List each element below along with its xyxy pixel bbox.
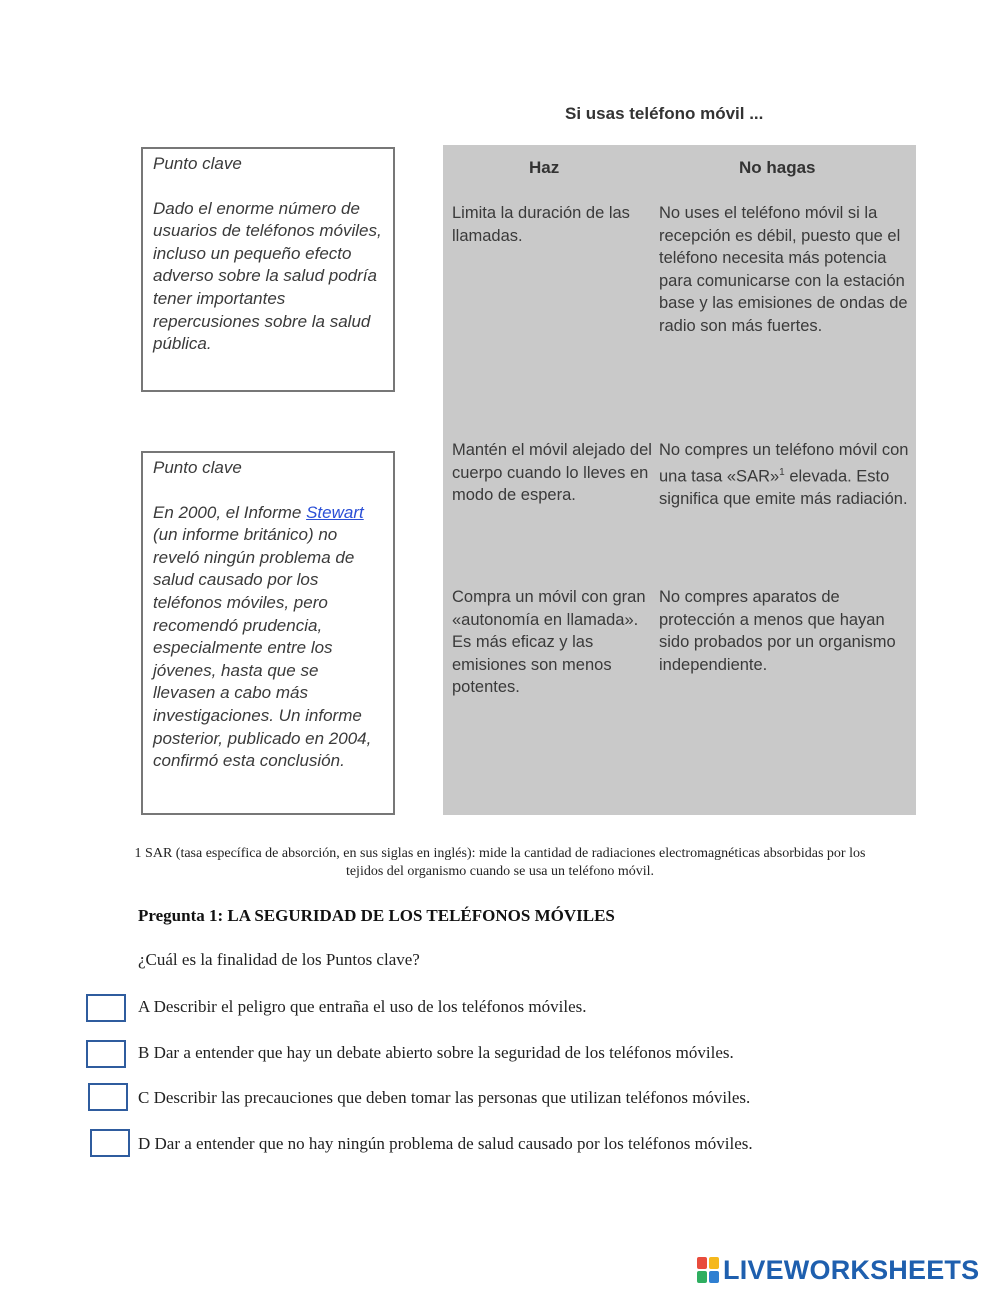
answer-checkbox-a[interactable] [86,994,126,1022]
column-header-haz: Haz [529,158,560,177]
liveworksheets-logo [697,1255,979,1285]
key-point-title: Punto clave [153,154,242,173]
option-d [0,1129,1000,1163]
haz-cell-3: Compra un móvil con gran «autonomía en llamada». Es más eficaz y las emisiones son menos potentes. [452,588,646,697]
no-hagas-cell-3: No compres aparatos de protección a menos que hayan sido probados por un organismo independiente. [659,588,896,674]
stewart-link[interactable]: Stewart [306,502,364,522]
logo-blocks-icon [697,1257,719,1283]
logo-text: LIVEWORKSHEETS [723,1254,980,1285]
option-b-text: B Dar a entender que hay un debate abierto sobre la seguridad de los teléfonos móviles. [138,1043,734,1062]
answer-checkbox-b[interactable] [86,1040,126,1068]
footnote-marker: 1 [779,466,785,478]
option-d-text: D Dar a entender que no hay ningún problema de salud causado por los teléfonos móviles. [138,1134,753,1153]
option-a-text: A Describir el peligro que entraña el uso de los teléfonos móviles. [138,997,587,1016]
key-point-box-1 [141,147,395,392]
answer-checkbox-c[interactable] [88,1083,128,1111]
haz-cell-2: Mantén el móvil alejado del cuerpo cuando lo lleves en modo de espera. [452,441,652,505]
option-c-text: C Describir las precauciones que deben tomar las personas que utilizan teléfonos móviles. [138,1088,751,1107]
question-title: Pregunta 1: LA SEGURIDAD DE LOS TELÉFONOS MÓVILES [138,906,615,925]
option-b [0,1038,1000,1072]
answer-checkbox-d[interactable] [90,1129,130,1157]
key-point-text: Dado el enorme número de usuarios de teléfonos móviles, incluso un pequeño efecto adverso sobre la salud podría tener importantes repercusiones sobre la salud pública. [153,198,382,354]
footnote: 1 SAR (tasa específica de absorción, en sus siglas en inglés): mide la cantidad de radiaciones electromagnéticas absorbidas por los tejidos del organismo cuando se usa un teléfono móvil. [134,846,866,879]
option-c [0,1083,1000,1117]
no-hagas-text-a: No compres un teléfono móvil con una tasa «SAR» [659,441,909,486]
option-a [0,992,1000,1026]
table-heading: Si usas teléfono móvil ... [565,104,764,123]
key-point-text-before: En 2000, el Informe [153,502,307,522]
no-hagas-text-b: elevada. Esto significa que emite más radiación. [659,467,908,508]
haz-cell-1: Limita la duración de las llamadas. [452,204,630,245]
column-header-no-hagas: No hagas [739,158,816,177]
key-point-text [153,502,385,773]
key-point-box-2 [141,451,395,815]
no-hagas-cell-1: No uses el teléfono móvil si la recepción es débil, puesto que el teléfono necesita más potencia para comunicarse con la estación base y las emisiones de ondas de radio son más fuertes. [659,204,908,335]
question-text: ¿Cuál es la finalidad de los Puntos clave? [138,950,420,969]
no-hagas-cell-2 [659,439,909,510]
key-point-text-after: (un informe británico) no reveló ningún problema de salud causado por los teléfonos móviles, pero recomendó prudencia, especialmente entre los jóvenes, hasta que se llevasen a cabo más investigaciones. Un informe posterior, publicado en 2004, confirmó esta conclusión. [153,525,372,771]
key-point-title: Punto clave [153,458,242,477]
